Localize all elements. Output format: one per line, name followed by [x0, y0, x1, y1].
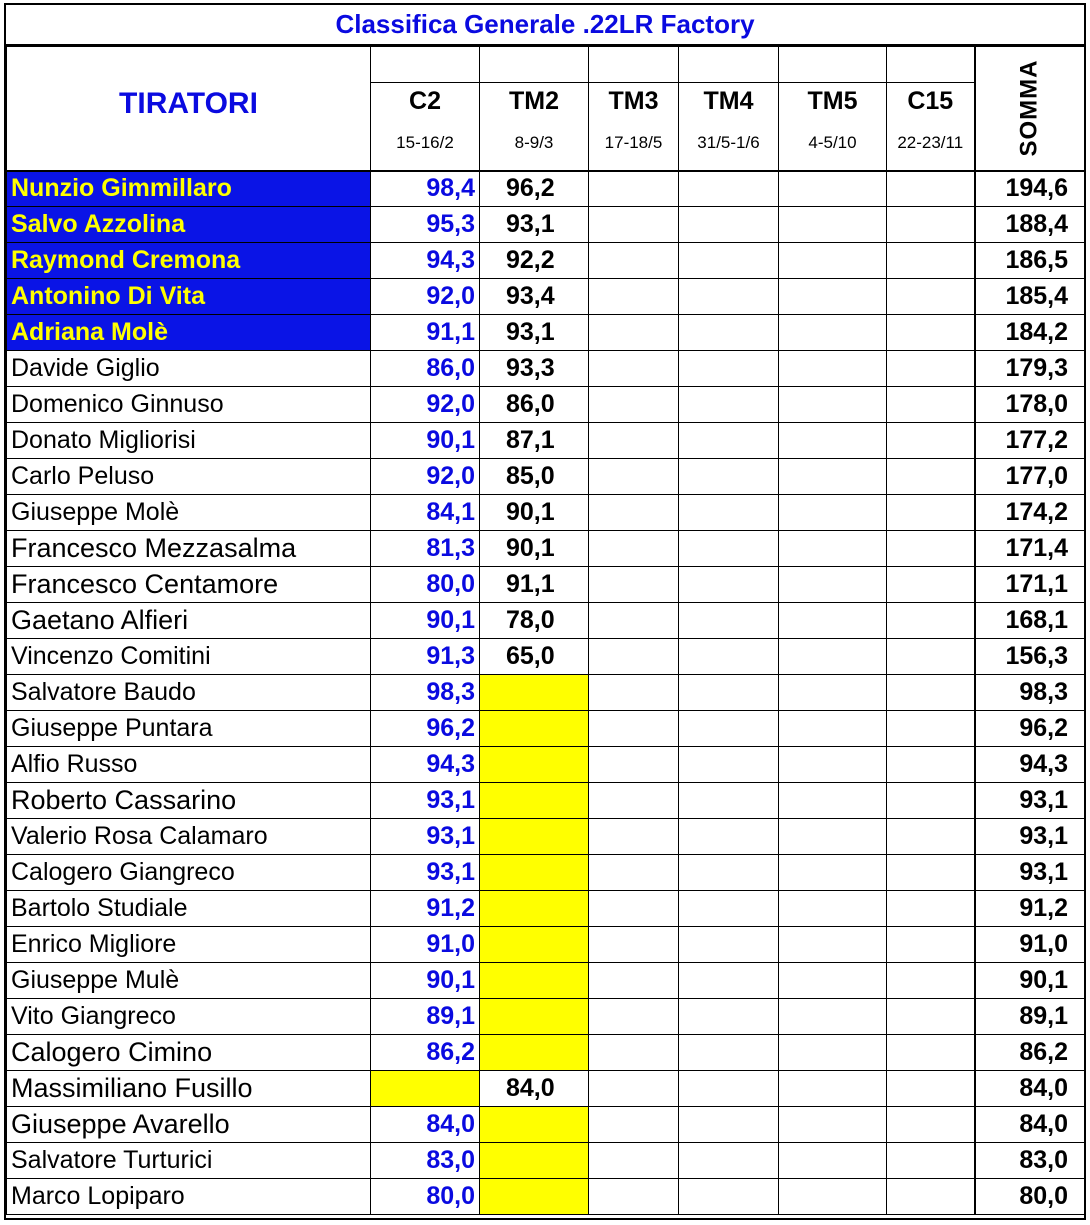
score-tm3 — [589, 459, 679, 495]
score-tm5 — [779, 279, 887, 315]
score-tm5 — [779, 351, 887, 387]
score-tm2 — [480, 927, 589, 963]
score-sum: 177,2 — [975, 423, 1085, 459]
table-row — [7, 207, 1085, 243]
table-row — [7, 1179, 1085, 1215]
score-tm3 — [589, 1071, 679, 1107]
score-tm3 — [589, 927, 679, 963]
somma-header — [975, 47, 1085, 171]
score-c15 — [887, 567, 975, 603]
score-c2: 92,0 — [371, 279, 480, 315]
score-sum: 93,1 — [975, 783, 1085, 819]
score-c15 — [887, 819, 975, 855]
score-tm3 — [589, 567, 679, 603]
score-sum: 93,1 — [975, 819, 1085, 855]
score-c15 — [887, 927, 975, 963]
score-tm4 — [679, 891, 779, 927]
table-row — [7, 1143, 1085, 1179]
table-row — [7, 423, 1085, 459]
score-tm2: 85,0 — [480, 459, 589, 495]
standings-table — [6, 46, 1085, 1215]
score-tm2 — [480, 675, 589, 711]
table-row — [7, 171, 1085, 207]
shooter-name: Francesco Centamore — [7, 567, 371, 603]
score-c2: 94,3 — [371, 747, 480, 783]
score-c15 — [887, 351, 975, 387]
table-row — [7, 855, 1085, 891]
score-tm4 — [679, 963, 779, 999]
score-tm3 — [589, 315, 679, 351]
shooter-name: Adriana Molè — [7, 315, 371, 351]
score-c2: 92,0 — [371, 459, 480, 495]
score-c15 — [887, 999, 975, 1035]
table-row — [7, 243, 1085, 279]
score-tm4 — [679, 747, 779, 783]
score-sum: 179,3 — [975, 351, 1085, 387]
score-tm4 — [679, 315, 779, 351]
shooter-name: Gaetano Alfieri — [7, 603, 371, 639]
score-tm2 — [480, 855, 589, 891]
score-tm5 — [779, 495, 887, 531]
score-tm3 — [589, 207, 679, 243]
score-c15 — [887, 423, 975, 459]
score-tm5 — [779, 783, 887, 819]
score-tm5 — [779, 639, 887, 675]
score-c2: 98,3 — [371, 675, 480, 711]
shooter-name: Raymond Cremona — [7, 243, 371, 279]
somma-label: SOMMA — [1015, 59, 1043, 157]
score-sum: 186,5 — [975, 243, 1085, 279]
score-c2: 84,1 — [371, 495, 480, 531]
score-sum: 83,0 — [975, 1143, 1085, 1179]
score-sum: 80,0 — [975, 1179, 1085, 1215]
score-tm2: 78,0 — [480, 603, 589, 639]
score-tm2 — [480, 783, 589, 819]
table-row — [7, 891, 1085, 927]
score-c2: 80,0 — [371, 567, 480, 603]
score-sum: 96,2 — [975, 711, 1085, 747]
score-sum: 177,0 — [975, 459, 1085, 495]
table-row — [7, 963, 1085, 999]
header-blank-cell — [887, 47, 975, 83]
shooter-name: Salvatore Baudo — [7, 675, 371, 711]
score-tm5 — [779, 207, 887, 243]
score-c15 — [887, 711, 975, 747]
score-c15 — [887, 891, 975, 927]
table-row — [7, 927, 1085, 963]
score-tm4 — [679, 387, 779, 423]
score-sum: 178,0 — [975, 387, 1085, 423]
score-tm3 — [589, 351, 679, 387]
score-c15 — [887, 315, 975, 351]
score-tm3 — [589, 1035, 679, 1071]
score-sum: 174,2 — [975, 495, 1085, 531]
shooter-name: Francesco Mezzasalma — [7, 531, 371, 567]
score-tm3 — [589, 891, 679, 927]
score-c15 — [887, 459, 975, 495]
score-tm3 — [589, 855, 679, 891]
score-tm4 — [679, 855, 779, 891]
table-row — [7, 783, 1085, 819]
score-tm2: 92,2 — [480, 243, 589, 279]
score-tm4 — [679, 171, 779, 207]
score-c2: 91,2 — [371, 891, 480, 927]
table-row — [7, 315, 1085, 351]
score-tm5 — [779, 459, 887, 495]
score-c2: 96,2 — [371, 711, 480, 747]
score-tm3 — [589, 171, 679, 207]
score-c2: 92,0 — [371, 387, 480, 423]
standings-rows — [7, 171, 1085, 1215]
shooter-name: Vincenzo Comitini — [7, 639, 371, 675]
score-tm5 — [779, 927, 887, 963]
score-tm3 — [589, 639, 679, 675]
score-tm4 — [679, 1107, 779, 1143]
table-row — [7, 351, 1085, 387]
shooter-name: Vito Giangreco — [7, 999, 371, 1035]
score-tm3 — [589, 495, 679, 531]
table-row — [7, 531, 1085, 567]
score-tm2 — [480, 1143, 589, 1179]
score-tm4 — [679, 999, 779, 1035]
header-blank-cell — [589, 47, 679, 83]
score-tm3 — [589, 819, 679, 855]
shooter-name: Donato Migliorisi — [7, 423, 371, 459]
event-date-tm4: 31/5-1/6 — [679, 116, 779, 171]
event-code-tm4: TM4 — [679, 83, 779, 116]
score-tm5 — [779, 963, 887, 999]
score-tm4 — [679, 243, 779, 279]
score-tm3 — [589, 603, 679, 639]
score-c2: 93,1 — [371, 819, 480, 855]
score-tm4 — [679, 675, 779, 711]
score-tm2: 93,4 — [480, 279, 589, 315]
table-row — [7, 567, 1085, 603]
score-c2: 90,1 — [371, 603, 480, 639]
score-sum: 90,1 — [975, 963, 1085, 999]
score-tm4 — [679, 531, 779, 567]
score-tm5 — [779, 603, 887, 639]
shooter-name: Carlo Peluso — [7, 459, 371, 495]
score-c2: 86,0 — [371, 351, 480, 387]
shooter-name: Giuseppe Molè — [7, 495, 371, 531]
score-tm4 — [679, 1143, 779, 1179]
score-tm4 — [679, 639, 779, 675]
score-tm2: 84,0 — [480, 1071, 589, 1107]
table-row — [7, 747, 1085, 783]
score-c2: 94,3 — [371, 243, 480, 279]
table-row — [7, 459, 1085, 495]
score-sum: 171,4 — [975, 531, 1085, 567]
score-c2: 83,0 — [371, 1143, 480, 1179]
shooter-name: Domenico Ginnuso — [7, 387, 371, 423]
header-blank-cell — [480, 47, 589, 83]
score-c2: 90,1 — [371, 963, 480, 999]
score-tm5 — [779, 747, 887, 783]
event-date-c15: 22-23/11 — [887, 116, 975, 171]
table-row — [7, 1035, 1085, 1071]
shooter-name: Bartolo Studiale — [7, 891, 371, 927]
score-tm2: 86,0 — [480, 387, 589, 423]
sheet-title: Classifica Generale .22LR Factory — [6, 5, 1084, 46]
score-c15 — [887, 387, 975, 423]
shooter-name: Giuseppe Mulè — [7, 963, 371, 999]
table-row — [7, 999, 1085, 1035]
score-tm4 — [679, 459, 779, 495]
table-row — [7, 639, 1085, 675]
tiratori-header: TIRATORI — [7, 47, 371, 171]
score-c15 — [887, 279, 975, 315]
score-tm3 — [589, 783, 679, 819]
event-date-c2: 15-16/2 — [371, 116, 480, 171]
shooter-name: Antonino Di Vita — [7, 279, 371, 315]
score-c15 — [887, 1071, 975, 1107]
score-tm3 — [589, 531, 679, 567]
score-tm4 — [679, 351, 779, 387]
score-tm3 — [589, 243, 679, 279]
shooter-name: Alfio Russo — [7, 747, 371, 783]
table-row — [7, 603, 1085, 639]
score-tm3 — [589, 999, 679, 1035]
event-date-tm2: 8-9/3 — [480, 116, 589, 171]
score-tm5 — [779, 171, 887, 207]
shooter-name: Calogero Giangreco — [7, 855, 371, 891]
score-tm2: 93,3 — [480, 351, 589, 387]
shooter-name: Valerio Rosa Calamaro — [7, 819, 371, 855]
score-c15 — [887, 783, 975, 819]
score-tm4 — [679, 603, 779, 639]
score-sum: 184,2 — [975, 315, 1085, 351]
table-row — [7, 675, 1085, 711]
score-c15 — [887, 1035, 975, 1071]
score-tm2: 65,0 — [480, 639, 589, 675]
score-c15 — [887, 495, 975, 531]
score-tm5 — [779, 531, 887, 567]
score-sum: 156,3 — [975, 639, 1085, 675]
score-sum: 185,4 — [975, 279, 1085, 315]
score-sum: 194,6 — [975, 171, 1085, 207]
score-tm5 — [779, 855, 887, 891]
score-tm3 — [589, 1143, 679, 1179]
score-tm3 — [589, 963, 679, 999]
event-code-c15: C15 — [887, 83, 975, 116]
shooter-name: Marco Lopiparo — [7, 1179, 371, 1215]
event-date-tm3: 17-18/5 — [589, 116, 679, 171]
table-row — [7, 387, 1085, 423]
score-c2: 95,3 — [371, 207, 480, 243]
score-tm2: 90,1 — [480, 495, 589, 531]
score-tm4 — [679, 783, 779, 819]
score-sum: 171,1 — [975, 567, 1085, 603]
score-tm3 — [589, 711, 679, 747]
table-row — [7, 495, 1085, 531]
score-sum: 168,1 — [975, 603, 1085, 639]
shooter-name: Roberto Cassarino — [7, 783, 371, 819]
score-tm2 — [480, 711, 589, 747]
score-tm5 — [779, 423, 887, 459]
score-tm3 — [589, 675, 679, 711]
score-sum: 91,2 — [975, 891, 1085, 927]
score-sum: 84,0 — [975, 1071, 1085, 1107]
table-row — [7, 1107, 1085, 1143]
score-sum: 84,0 — [975, 1107, 1085, 1143]
score-c2: 91,3 — [371, 639, 480, 675]
score-tm2 — [480, 1035, 589, 1071]
score-c15 — [887, 1107, 975, 1143]
score-tm2: 93,1 — [480, 207, 589, 243]
score-c15 — [887, 243, 975, 279]
score-c2: 91,1 — [371, 315, 480, 351]
score-c15 — [887, 855, 975, 891]
score-c15 — [887, 1143, 975, 1179]
score-tm4 — [679, 1071, 779, 1107]
score-sum: 91,0 — [975, 927, 1085, 963]
score-tm3 — [589, 1107, 679, 1143]
event-code-tm5: TM5 — [779, 83, 887, 116]
shooter-name: Enrico Migliore — [7, 927, 371, 963]
shooter-name: Calogero Cimino — [7, 1035, 371, 1071]
event-code-tm2: TM2 — [480, 83, 589, 116]
shooter-name: Giuseppe Puntara — [7, 711, 371, 747]
table-row — [7, 1071, 1085, 1107]
score-tm5 — [779, 1143, 887, 1179]
score-tm5 — [779, 315, 887, 351]
shooter-name: Nunzio Gimmillaro — [7, 171, 371, 207]
score-c15 — [887, 639, 975, 675]
score-tm3 — [589, 279, 679, 315]
score-c2: 90,1 — [371, 423, 480, 459]
score-tm2 — [480, 1107, 589, 1143]
score-tm4 — [679, 819, 779, 855]
score-tm5 — [779, 891, 887, 927]
header-blank-cell — [779, 47, 887, 83]
score-tm2 — [480, 747, 589, 783]
score-c2: 98,4 — [371, 171, 480, 207]
table-row — [7, 819, 1085, 855]
score-tm5 — [779, 711, 887, 747]
score-c2: 86,2 — [371, 1035, 480, 1071]
score-tm5 — [779, 567, 887, 603]
shooter-name: Giuseppe Avarello — [7, 1107, 371, 1143]
score-sum: 86,2 — [975, 1035, 1085, 1071]
table-row — [7, 279, 1085, 315]
event-code-tm3: TM3 — [589, 83, 679, 116]
score-c15 — [887, 963, 975, 999]
standings-sheet — [4, 3, 1086, 1220]
score-c15 — [887, 207, 975, 243]
score-tm2 — [480, 1179, 589, 1215]
header-blank-cell — [371, 47, 480, 83]
score-tm3 — [589, 423, 679, 459]
score-tm5 — [779, 819, 887, 855]
header-blank-cell — [679, 47, 779, 83]
score-tm2: 93,1 — [480, 315, 589, 351]
shooter-name: Davide Giglio — [7, 351, 371, 387]
score-sum: 188,4 — [975, 207, 1085, 243]
score-c2: 80,0 — [371, 1179, 480, 1215]
score-tm3 — [589, 747, 679, 783]
score-c2: 91,0 — [371, 927, 480, 963]
score-tm2: 91,1 — [480, 567, 589, 603]
score-tm5 — [779, 1035, 887, 1071]
score-tm5 — [779, 1071, 887, 1107]
score-sum: 98,3 — [975, 675, 1085, 711]
score-sum: 94,3 — [975, 747, 1085, 783]
score-tm2: 87,1 — [480, 423, 589, 459]
score-tm4 — [679, 1179, 779, 1215]
shooter-name: Massimiliano Fusillo — [7, 1071, 371, 1107]
score-tm5 — [779, 1179, 887, 1215]
score-tm5 — [779, 1107, 887, 1143]
table-row — [7, 711, 1085, 747]
score-tm2 — [480, 891, 589, 927]
score-sum: 93,1 — [975, 855, 1085, 891]
score-c15 — [887, 531, 975, 567]
score-tm4 — [679, 1035, 779, 1071]
score-tm4 — [679, 495, 779, 531]
score-c2: 89,1 — [371, 999, 480, 1035]
score-tm5 — [779, 675, 887, 711]
score-c15 — [887, 1179, 975, 1215]
score-sum: 89,1 — [975, 999, 1085, 1035]
event-date-tm5: 4-5/10 — [779, 116, 887, 171]
shooter-name: Salvo Azzolina — [7, 207, 371, 243]
score-c2: 81,3 — [371, 531, 480, 567]
score-c15 — [887, 747, 975, 783]
score-tm4 — [679, 567, 779, 603]
score-tm2: 96,2 — [480, 171, 589, 207]
score-c15 — [887, 675, 975, 711]
event-code-c2: C2 — [371, 83, 480, 116]
score-c15 — [887, 171, 975, 207]
score-tm5 — [779, 999, 887, 1035]
score-tm5 — [779, 243, 887, 279]
score-tm2 — [480, 819, 589, 855]
score-tm5 — [779, 387, 887, 423]
score-c2 — [371, 1071, 480, 1107]
score-tm4 — [679, 207, 779, 243]
score-tm4 — [679, 423, 779, 459]
score-c15 — [887, 603, 975, 639]
score-c2: 93,1 — [371, 855, 480, 891]
score-tm2: 90,1 — [480, 531, 589, 567]
score-tm3 — [589, 1179, 679, 1215]
score-tm4 — [679, 711, 779, 747]
shooter-name: Salvatore Turturici — [7, 1143, 371, 1179]
score-c2: 93,1 — [371, 783, 480, 819]
score-tm4 — [679, 927, 779, 963]
score-tm3 — [589, 387, 679, 423]
score-c2: 84,0 — [371, 1107, 480, 1143]
score-tm2 — [480, 999, 589, 1035]
score-tm2 — [480, 963, 589, 999]
score-tm4 — [679, 279, 779, 315]
